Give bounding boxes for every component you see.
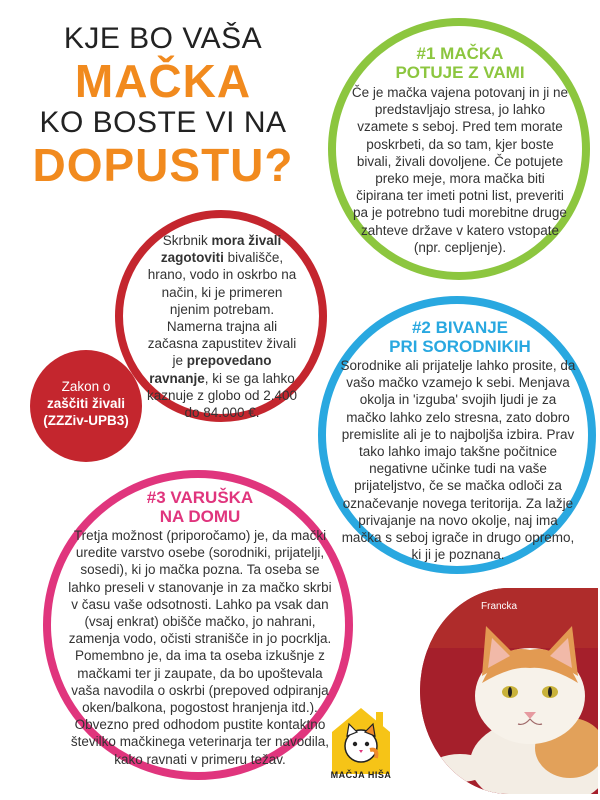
- tip2-title-line-2: PRI SORODNIKIH: [389, 337, 531, 356]
- macja-hisa-logo: [330, 706, 392, 794]
- tip2-title-line-1: #2 BIVANJE: [411, 318, 509, 337]
- law-seal-line-1: Zakon o: [61, 379, 111, 394]
- headline-line-2: MAČKA: [74, 55, 252, 107]
- law-text: [142, 232, 302, 421]
- law-seal: [30, 350, 142, 462]
- tip3-title: [100, 488, 300, 526]
- tip3-title-line-1: #3 VARUŠKA: [146, 488, 254, 507]
- law-seal-line-3: (ZZZiv-UPB3): [43, 413, 129, 428]
- photo-caption: Francka: [481, 601, 518, 612]
- law-text-b: bivališče, hrano, vodo in oskrbo na način, ki je primeren njenim potrebam. Namerna trajna ali začasna zapustitev živali je: [147, 250, 297, 369]
- cat-photo: [420, 588, 598, 794]
- tip1-title-line-2: POTUJE Z VAMI: [395, 63, 525, 82]
- tip2-text: Sorodnike ali prijatelje lahko prosite, da vašo mačko vzamejo k sebi. Menjava okolja in 'izguba' svojih ljudi je za mačko lahko zelo stresna, zato dobro premislite ali je to najboljša izbira. Prav tako lahko imajo takšne počitnice negativne učinke tudi na vaše prijateljstvo, če se mačka odloči za označevanje novega teritorija. Za lažje privajanje na novo okolje, naj ima mačka s seboj igrače in drugo opremo, ki ji je poznana.: [340, 358, 576, 563]
- law-text-a: Skrbnik: [162, 233, 212, 248]
- tip1-text: Če je mačka vajena potovanj in ji ne predstavljajo stresa, jo lahko vzamete s seboj. Pred tem morate poskrbeti, da so tam, kjer boste bivali, živali dovoljene. Če potujete preko meje, mora mačka biti čipirana ter imeti potni list, preveriti pa je potrebno tudi morebitne druge zahteve države v katero vstopate (npr. cepljenje).: [351, 85, 569, 255]
- headline-line-1: KJE BO VAŠA: [63, 22, 263, 55]
- tip3-text: Tretja možnost (priporočamo) je, da mački uredite varstvo osebe (sorodniki, prijatelji, sosedi), ki jo mačka pozna. Ta oseba se lahko preseli v stanovanje in za mačko skrbi v času vaše odsotnosti. Lahko pa vsak dan (vsaj enkrat) obišče mačko, jo nahrani, zamenja vodo, očisti stranišče in jo pocrklja. Pomembno je, da ima ta oseba izkušnje z mačkami ter ji zaupate, da bo upoštevala vaša navodila o oskrbi (prepoved odpiranja oken/balkona, pogostost hranjenja itd.). Obvezno pred odhodom pustite kontaktno številko mačkinega veterinarja ter navodila, kako ravnati v primeru težav.: [68, 528, 332, 767]
- tip1-title-line-1: #1 MAČKA: [416, 44, 504, 63]
- headline: [28, 22, 298, 190]
- law-text-c: , ki se ga lahko kaznuje z globo od 2.400 do 84.000 €.: [146, 370, 298, 421]
- headline-line-4: DOPUSTU?: [32, 139, 294, 191]
- tip2-title: [360, 318, 560, 356]
- tip3-title-line-2: NA DOMU: [159, 507, 241, 526]
- law-seal-line-2: zaščiti živali: [46, 396, 126, 411]
- headline-line-3: KO BOSTE VI NA: [39, 106, 287, 139]
- law-bold-b: prepovedano ravnanje: [149, 353, 272, 386]
- logo-label: MAČJA HIŠA: [330, 770, 392, 780]
- cat-illustration: [420, 588, 598, 794]
- law-bold-a: mora živali zagotoviti: [160, 233, 282, 266]
- tip1-title: [360, 44, 560, 82]
